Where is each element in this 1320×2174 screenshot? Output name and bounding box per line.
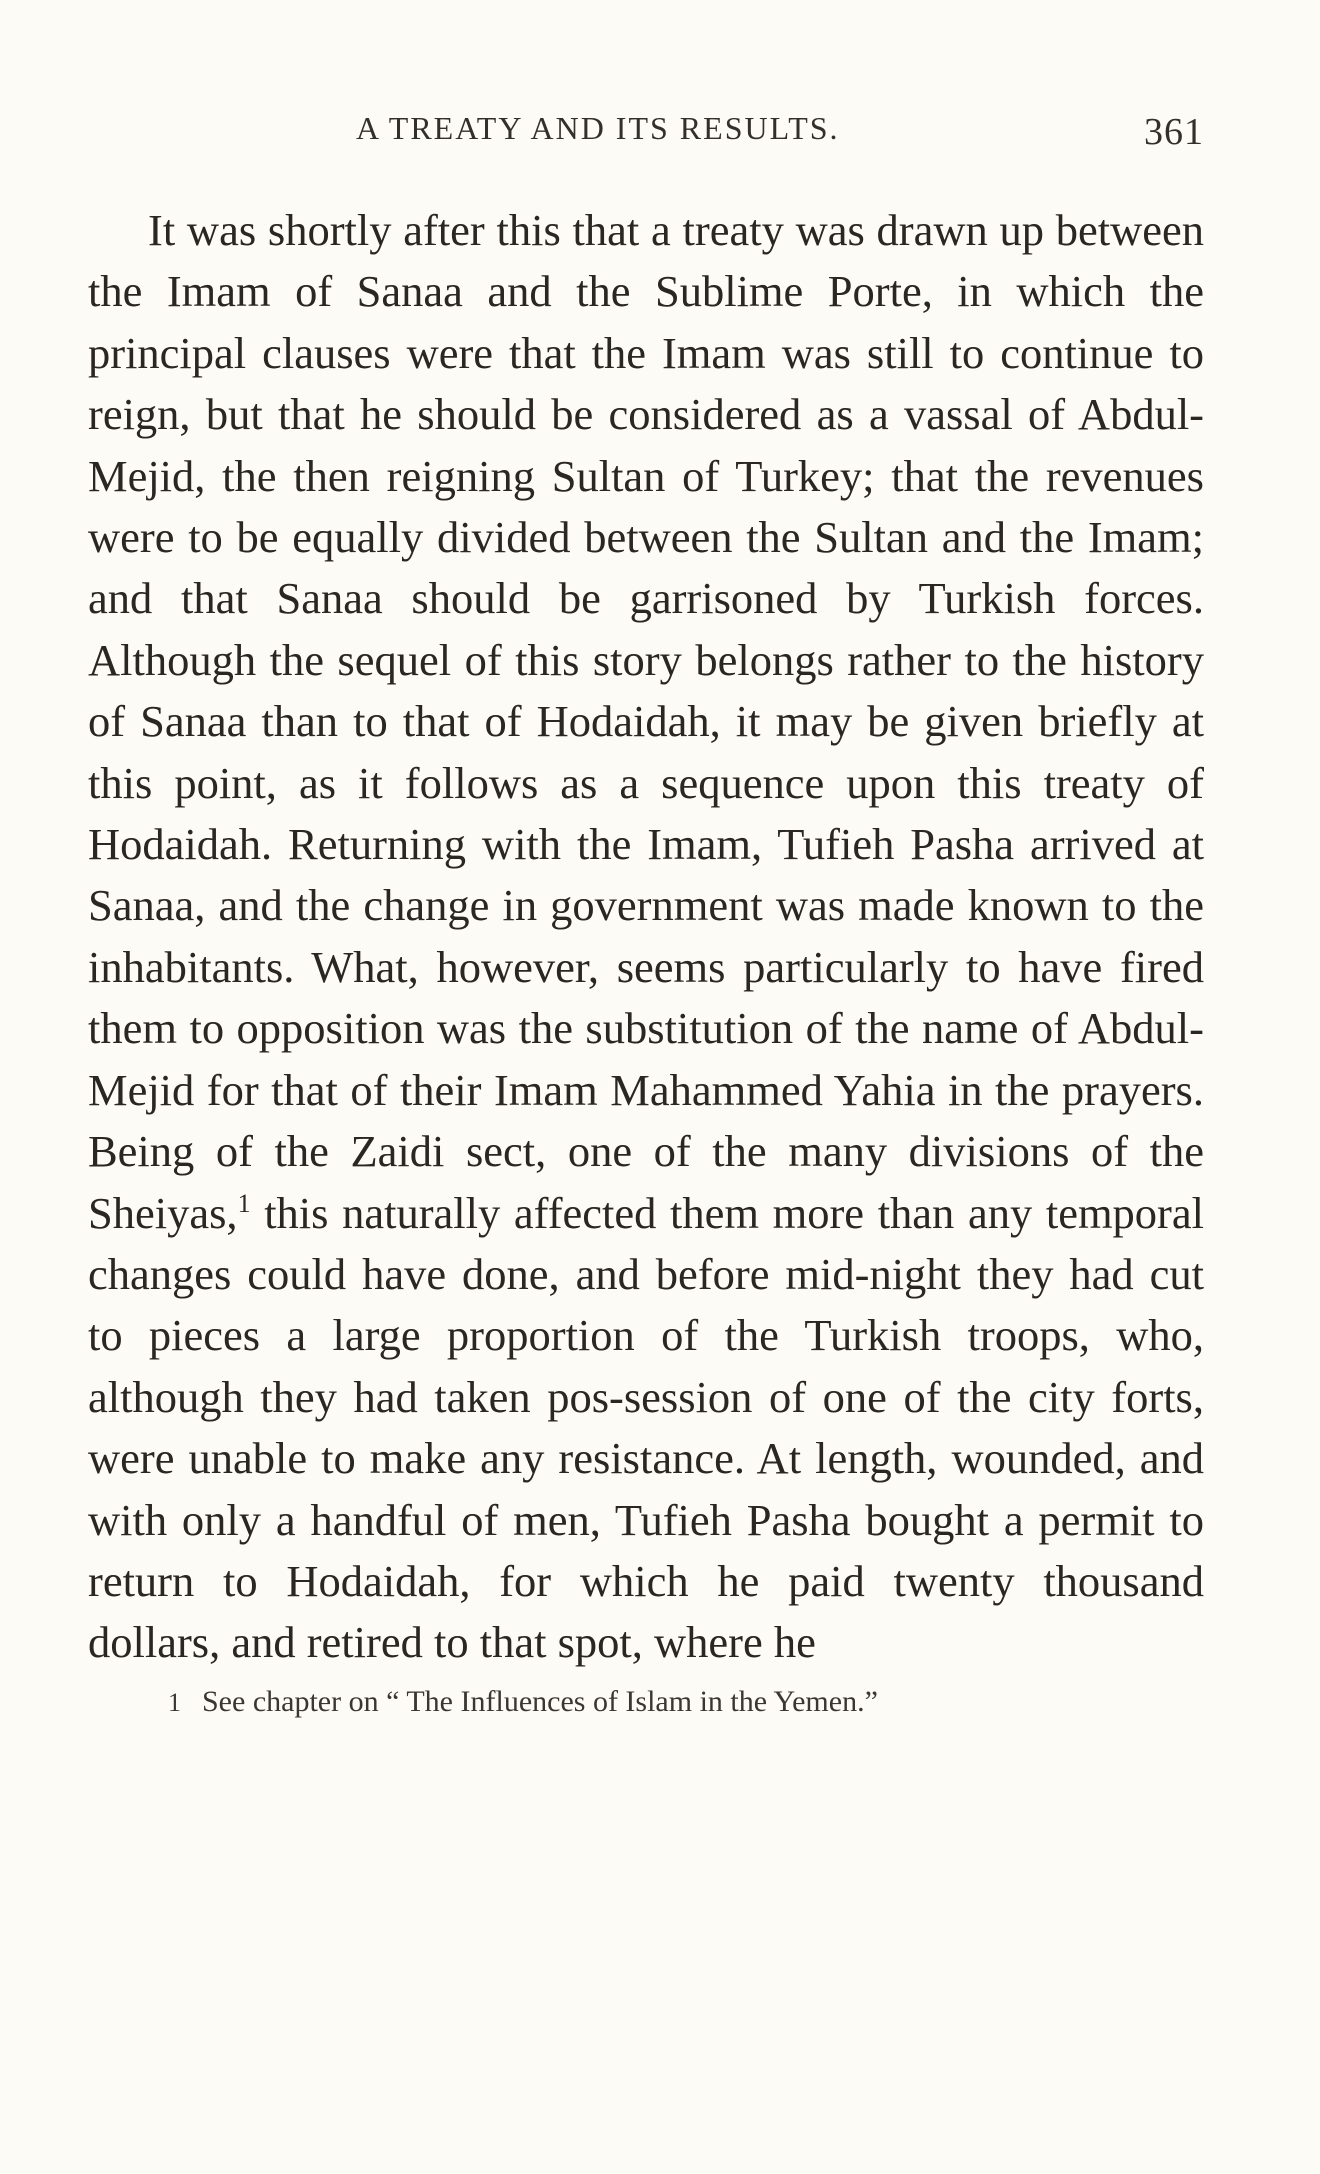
running-head [88,110,1204,160]
running-title: A TREATY AND ITS RESULTS. [356,110,840,146]
body-text-part-2: this naturally affected them more than any temporal changes could have done, and before mid-night they had cut to pieces a large proportion of the Turkish troops, who, although they had taken pos-session of one of the city forts, were unable to make any resistance. At length, wounded, and with only a handful of men, Tufieh Pasha bought a permit to return to Hodaidah, for which he paid twenty thousand dollars, and retired to that spot, where he [88,1187,1204,1668]
book-page [88,110,1204,1723]
footnote-reference: 1 [237,1188,251,1218]
footnote [168,1682,1204,1723]
footnote-text: See chapter on “ The Influences of Islam in the Yemen.” [202,1684,878,1718]
page-number: 361 [1144,111,1204,153]
body-text-part-1: It was shortly after this that a treaty was drawn up between the Imam of Sanaa and the Sublime Porte, in which the principal clauses were that the Imam was still to continue to reign, but that he should be considered as a vassal of Abdul-Mejid, the then reigning Sultan of Turkey; that the revenues were to be equally divided between the Sultan and the Imam; and that Sanaa should be garrisoned by Turkish forces. Although the sequel of this story belongs rather to the history of Sanaa than to that of Hodaidah, it may be given briefly at this point, as it follows as a sequence upon this treaty of Hodaidah. Returning with the Imam, Tufieh Pasha arrived at Sanaa, and the change in government was made known to the inhabitants. What, however, seems particularly to have fired them to opposition was the substitution of the name of Abdul-Mejid for that of their Imam Mahammed Yahia in the prayers. Being of the Zaidi sect, one of the many divisions of the Sheiyas, [88,205,1204,1238]
body-paragraph [88,200,1204,1674]
footnote-marker: 1 [168,1687,181,1717]
